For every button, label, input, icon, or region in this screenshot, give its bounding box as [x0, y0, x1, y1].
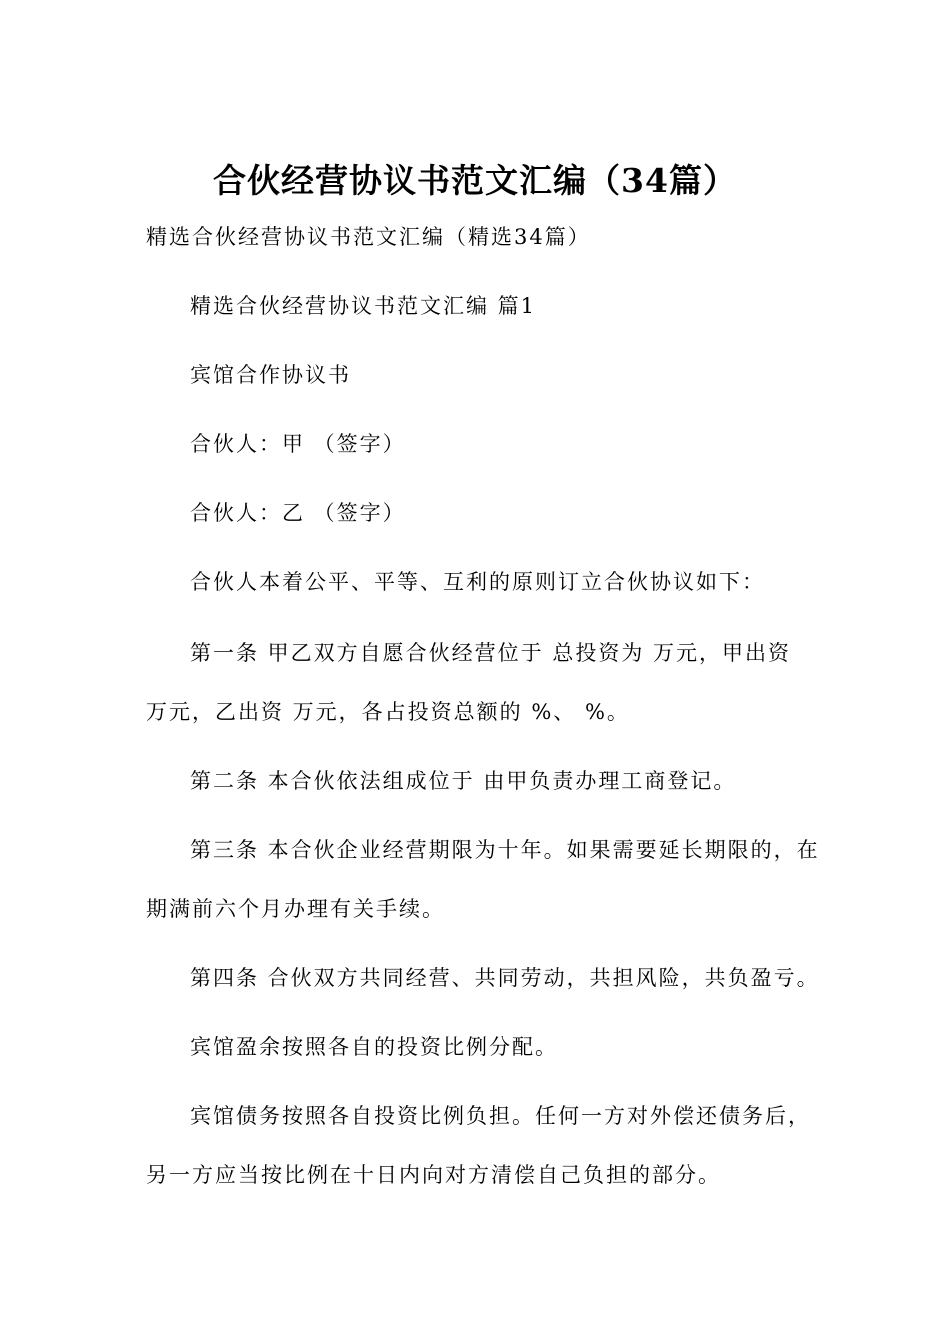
partner-a-line: 合伙人：甲 （签字）	[190, 432, 406, 456]
document-subtitle: 精选合伙经营协议书范文汇编（精选34篇）	[146, 225, 591, 249]
profit-distribution-paragraph: 宾馆盈余按照各自的投资比例分配。	[190, 1035, 558, 1059]
article-1-line-2: 万元，乙出资 万元，各占投资总额的 %、 %。	[146, 700, 630, 724]
debt-line-1: 宾馆债务按照各自投资比例负担。任何一方对外偿还债务后，	[190, 1104, 811, 1128]
article-3-line-2: 期满前六个月办理有关手续。	[146, 897, 445, 921]
document-title: 合伙经营协议书范文汇编（34篇）	[213, 161, 737, 200]
article-1-line-1: 第一条 甲乙双方自愿合伙经营位于 总投资为 万元，甲出资	[190, 641, 792, 665]
article-4-paragraph: 第四条 合伙双方共同经营、共同劳动，共担风险，共负盈亏。	[190, 966, 820, 990]
partner-b-line: 合伙人：乙 （签字）	[190, 501, 406, 525]
article-3-line-1: 第三条 本合伙企业经营期限为十年。如果需要延长期限的，在	[190, 838, 820, 862]
article-2-paragraph: 第二条 本合伙依法组成位于 由甲负责办理工商登记。	[190, 769, 737, 793]
section-heading: 精选合伙经营协议书范文汇编 篇1	[190, 294, 537, 318]
contract-title: 宾馆合作协议书	[190, 363, 351, 387]
debt-line-2: 另一方应当按比例在十日内向对方清偿自己负担的部分。	[146, 1163, 721, 1187]
preamble-paragraph: 合伙人本着公平、平等、互利的原则订立合伙协议如下：	[190, 570, 765, 594]
